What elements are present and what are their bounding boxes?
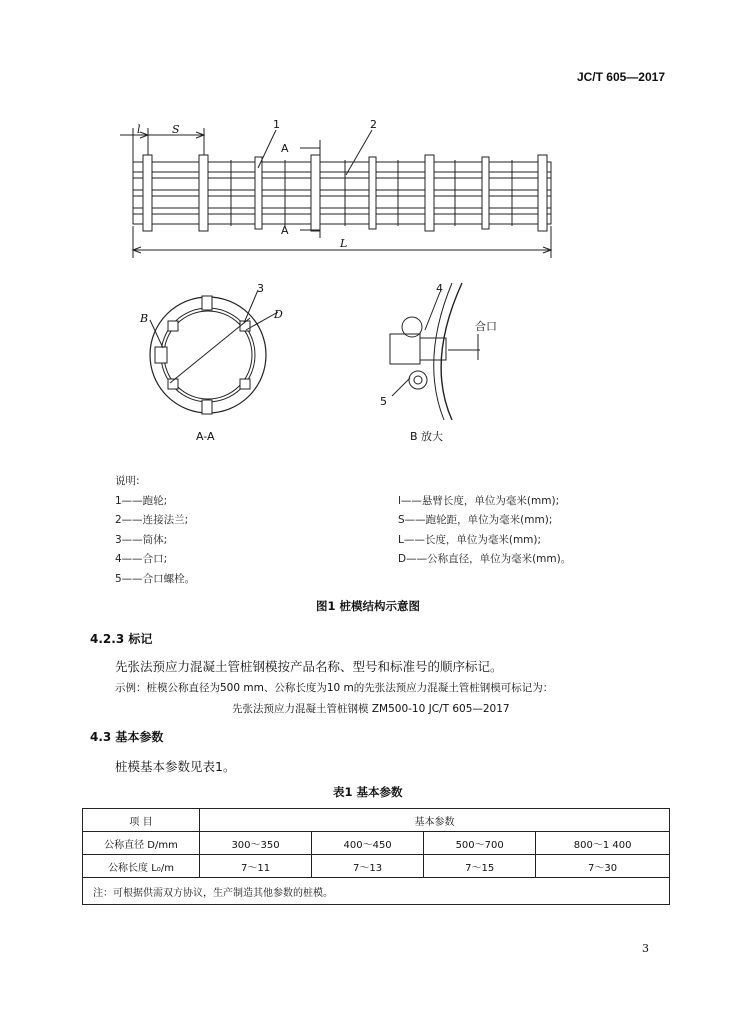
section-423-text: 先张法预应力混凝土管桩钢模按产品名称、型号和标准号的顺序标记。 (115, 659, 503, 674)
detail-b-label: B 放大 (410, 430, 444, 443)
section-423-heading: 4.2.3 标记 (90, 632, 153, 646)
legend-item: D——公称直径，单位为毫米(mm)。 (398, 553, 572, 565)
standard-code: JC/T 605—2017 (576, 70, 665, 84)
table-cell: 7～11 (200, 855, 312, 878)
legend-item: 3——筒体; (115, 533, 168, 546)
parameters-table (82, 808, 670, 905)
dim-D-label: D (274, 308, 283, 321)
table-cell: 7～13 (312, 855, 424, 878)
callout-5: 5 (380, 395, 387, 408)
table-title: 表1 基本参数 (333, 785, 403, 799)
table-cell: 500～700 (424, 832, 536, 855)
dim-s-label: S (172, 123, 180, 136)
heko-label: 合口 (475, 320, 497, 333)
legend-item: 2——连接法兰; (115, 514, 189, 526)
detail-B-label: B (140, 312, 149, 325)
callout-4: 4 (436, 282, 443, 295)
callout-1: 1 (273, 118, 280, 131)
section-43-text: 桩模基本参数见表1。 (115, 759, 236, 774)
row-label: 公称直径 D/mm (83, 832, 200, 855)
table-cell: 7～30 (536, 855, 670, 878)
legend-item: l——悬臂长度，单位为毫米(mm); (398, 494, 560, 507)
legend-item: S——跑轮距，单位为毫米(mm); (398, 514, 553, 526)
dim-L-label: L (340, 237, 348, 250)
section-mark-top: A (281, 142, 289, 155)
table-note-row (83, 878, 670, 905)
legend-item: 4——合口; (115, 553, 168, 565)
table-cell: 7～15 (424, 855, 536, 878)
table-row (83, 832, 670, 855)
legend-item: L——长度，单位为毫米(mm); (398, 533, 542, 546)
header-params: 基本参数 (200, 809, 670, 832)
legend-item: 1——跑轮; (115, 494, 168, 507)
table-cell: 400～450 (312, 832, 424, 855)
dim-l-label: l (137, 123, 141, 136)
row-label: 公称长度 L₀/m (83, 855, 200, 878)
section-aa-label: A-A (196, 430, 215, 443)
table-header-row (83, 809, 670, 832)
legend-left (115, 472, 195, 589)
section-mark-bottom: A (281, 224, 289, 237)
example-text: 示例：桩模公称直径为500 mm、公称长度为10 m的先张法预应力混凝土管桩钢模可标记为： (115, 682, 554, 694)
pile-mold-figure (0, 0, 729, 460)
table-note: 注：可根据供需双方协议，生产制造其他参数的桩模。 (83, 878, 670, 905)
legend-title: 说明: (115, 475, 140, 487)
callout-3: 3 (257, 282, 264, 295)
table-cell: 300～350 (200, 832, 312, 855)
figure-caption: 图1 桩模结构示意图 (316, 599, 421, 613)
header-item: 项 目 (83, 809, 200, 832)
table-row (83, 855, 670, 878)
table-cell: 800～1 400 (536, 832, 670, 855)
page-number: 3 (642, 942, 649, 955)
callout-2: 2 (370, 118, 377, 131)
section-43-heading: 4.3 基本参数 (90, 730, 164, 744)
legend-right (398, 492, 571, 570)
example-line: 先张法预应力混凝土管桩钢模 ZM500-10 JC/T 605—2017 (232, 703, 510, 715)
legend-item: 5——合口螺栓。 (115, 572, 196, 585)
